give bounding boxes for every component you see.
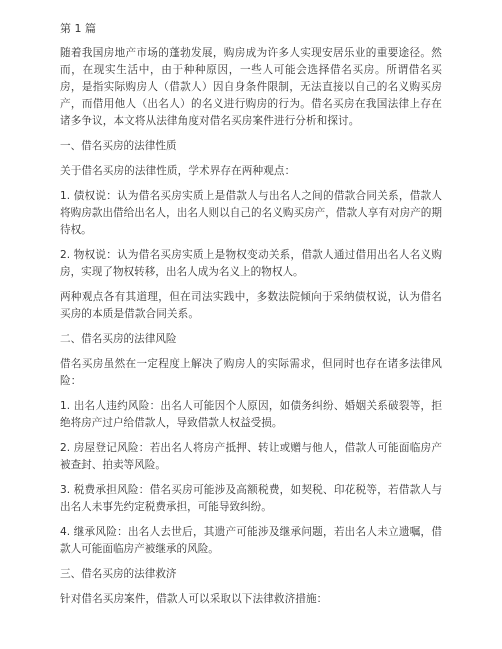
intro-paragraph: 随着我国房地产市场的蓬勃发展，购房成为许多人实现安居乐业的重要途径。然而，在现实生活中，由于种种原因，一些人可能会选择借名买房。所谓借名买房，是指实际购房人（借款人）因自身条件限制，无法直接以自己的名义购买房产，而借用他人（出名人）的名义进行购房的行为。借名买房在我国法律上存在诸多争议，本文将从法律角度对借名买房案件进行分析和探讨。 (60, 47, 442, 127)
section-2-item-1: 1. 出名人违约风险：出名人可能因个人原因，如债务纠纷、婚姻关系破裂等，拒绝将房产过户给借款人，导致借款人权益受损。 (60, 400, 442, 429)
section-2-item-4: 4. 继承风险：出名人去世后，其遗产可能涉及继承问题，若出名人未立遗嘱，借款人可能面临房产被继承的风险。 (60, 526, 442, 555)
section-2-heading: 二、借名买房的法律风险 (60, 333, 177, 345)
section-1-item-1: 1. 债权说：认为借名买房实质上是借款人与出名人之间的借款合同关系，借款人将购房款出借给出名人，出名人则以自己的名义购买房产，借款人享有对房产的期待权。 (60, 190, 442, 236)
section-1-lead: 关于借名买房的法律性质，学术界存在两种观点： (60, 165, 296, 177)
section-2-lead: 借名买房虽然在一定程度上解决了购房人的实际需求，但同时也存在诸多法律风险： (60, 358, 442, 387)
section-1-item-2: 2. 物权说：认为借名买房实质上是物权变动关系，借款人通过借用出名人名义购房，实现了物权转移，出名人成为名义上的物权人。 (60, 249, 442, 278)
section-1-conclusion: 两种观点各有其道理，但在司法实践中，多数法院倾向于采纳债权说，认为借名买房的本质是借款合同关系。 (60, 291, 442, 320)
section-2-item-3: 3. 税费承担风险：借名买房可能涉及高额税费，如契税、印花税等，若借款人与出名人未事先约定税费承担，可能导致纠纷。 (60, 484, 442, 513)
section-3-heading: 三、借名买房的法律救济 (60, 568, 177, 580)
section-1-heading: 一、借名买房的法律性质 (60, 140, 177, 152)
section-3-lead: 针对借名买房案件，借款人可以采取以下法律救济措施： (60, 593, 328, 605)
section-2-item-2: 2. 房屋登记风险：若出名人将房产抵押、转让或赠与他人，借款人可能面临房产被查封、拍卖等风险。 (60, 442, 442, 471)
page-label: 第 1 篇 (60, 22, 96, 35)
